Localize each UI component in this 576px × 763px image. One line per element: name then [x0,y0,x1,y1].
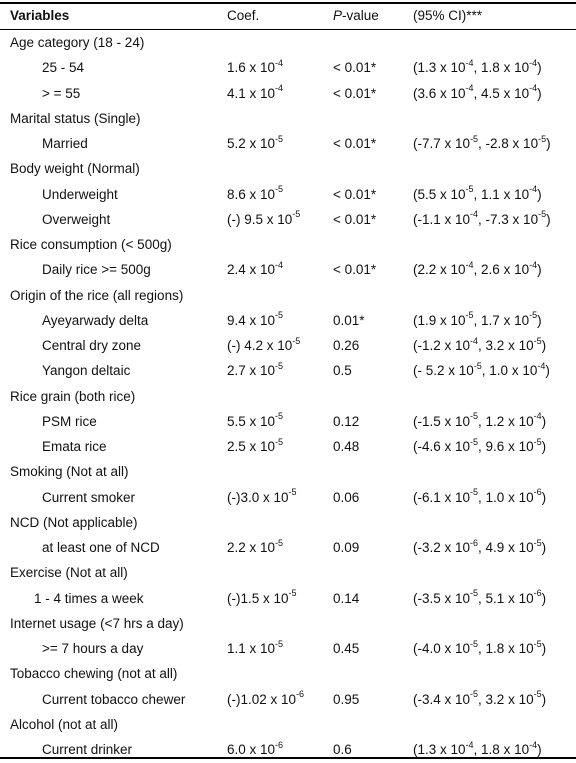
variable-label: Married [42,136,88,151]
p-value-cell: 0.95 [333,691,360,707]
p-value-cell: < 0.01* [333,136,377,151]
header-variables: Variables [10,8,70,23]
group-label: Origin of the rice (all regions) [10,287,184,303]
variable-label: Underweight [42,186,118,202]
p-value-cell: < 0.01* [333,262,377,278]
coef-cell: (-) 9.5 x $10^{-5}$ [227,209,301,227]
group-label: Rice grain (both rice) [10,388,136,404]
p-value-cell: 0.5 [333,363,352,379]
group-label: Internet usage (<7 hrs a day) [10,615,184,631]
header-coef: Coef. [227,8,260,23]
table-group-row [0,30,576,56]
variable-label: Central dry zone [42,338,142,353]
group-label: Body weight (Normal) [10,161,140,177]
variable-label: 1 - 4 times a week [34,590,144,606]
p-value-cell: 0.48 [333,439,360,454]
coef-cell: 9.4 x $10^{-5}$ [227,310,284,328]
p-value-cell: 0.01* [333,312,365,328]
table-group-row [0,560,576,586]
p-value-cell: < 0.01* [333,60,377,76]
table-group-row [0,156,576,182]
table-row [0,485,576,511]
group-label: NCD (Not applicable) [10,514,138,530]
variable-label: >= 7 hours a day [42,641,144,656]
ci-cell: (-4.6 x $10^{-5}$, 9.6 x $10^{-5}$) [413,436,547,454]
ci-cell: (1.3 x $10^{-4}$, 1.8 x $10^{-4}$) [413,739,542,757]
variable-label: Overweight [42,211,111,227]
coef-cell: (-)1.02 x $10^{-6}$ [227,689,305,707]
ci-cell: (-4.0 x $10^{-5}$, 1.8 x $10^{-5}$) [413,638,547,656]
table-group-row [0,611,576,637]
ci-cell: (5.5 x $10^{-5}$, 1.1 x $10^{-4}$) [413,184,542,202]
coef-cell: 1.6 x $10^{-4}$ [227,57,284,76]
variable-label: Current drinker [42,742,133,757]
table-row [0,333,576,359]
table-row [0,586,576,612]
variable-label: > = 55 [42,85,81,101]
p-value-cell: 0.6 [333,742,352,757]
table-group-row [0,459,576,485]
variable-label: 25 - 54 [42,60,85,76]
table-group-row [0,106,576,132]
table-row [0,358,576,384]
variable-label: PSM rice [42,413,97,429]
table-group-row [0,283,576,309]
coef-cell: (-) 4.2 x $10^{-5}$ [227,335,301,353]
ci-cell: (-3.5 x $10^{-5}$, 5.1 x $10^{-6}$) [413,588,547,606]
coef-cell: (-)3.0 x $10^{-5}$ [227,487,297,505]
ci-cell: (2.2 x $10^{-4}$, 2.6 x $10^{-4}$) [413,259,542,278]
p-value-cell: 0.45 [333,641,360,656]
variable-label: Daily rice >= 500g [42,262,151,278]
group-label: Exercise (Not at all) [10,565,128,581]
table-row [0,55,576,81]
variable-label: Current tobacco chewer [42,691,186,707]
variable-label: Yangon deltaic [42,363,131,379]
group-label: Tobacco chewing (not at all) [10,666,178,682]
ci-cell: (-3.4 x $10^{-5}$, 3.2 x $10^{-5}$) [413,689,547,707]
table-row [0,737,576,763]
p-value-cell: 0.14 [333,590,360,606]
table-row [0,535,576,561]
table-row [0,207,576,233]
table-group-row [0,510,576,536]
group-label: Smoking (Not at all) [10,464,129,480]
variable-label: Emata rice [42,439,107,454]
ci-cell: (- 5.2 x $10^{-5}$, 1.0 x $10^{-4}$) [413,360,550,379]
coef-cell: 1.1 x $10^{-5}$ [227,638,284,656]
variable-label: Current smoker [42,489,136,505]
table-row [0,257,576,283]
coef-cell: (-)1.5 x $10^{-5}$ [227,588,297,606]
header-p-value: P-value [333,8,379,23]
coef-cell: 6.0 x $10^{-6}$ [227,739,284,757]
table-row [0,409,576,435]
table-row [0,434,576,460]
coef-cell: 2.2 x $10^{-5}$ [227,537,284,555]
table-group-row [0,232,576,258]
bottom-rule [0,757,576,759]
table-row [0,308,576,334]
variable-label: Ayeyarwady delta [42,312,149,328]
ci-cell: (1.9 x $10^{-5}$, 1.7 x $10^{-5}$) [413,310,542,328]
ci-cell: (1.3 x $10^{-4}$, 1.8 x $10^{-4}$) [413,57,542,76]
ci-cell: (-7.7 x $10^{-5}$, -2.8 x $10^{-5}$) [413,133,551,151]
p-value-cell: 0.06 [333,489,360,505]
coef-cell: 5.2 x $10^{-5}$ [227,133,284,151]
ci-cell: (-3.2 x $10^{-6}$, 4.9 x $10^{-5}$) [413,537,547,555]
p-value-cell: 0.26 [333,338,360,353]
variable-label: at least one of NCD [42,540,160,555]
table-group-row [0,712,576,738]
header-row [0,3,576,29]
ci-cell: (-6.1 x $10^{-5}$, 1.0 x $10^{-6}$) [413,487,547,505]
coef-cell: 2.5 x $10^{-5}$ [227,436,284,454]
header-ci: (95% CI)*** [413,8,483,23]
coef-cell: 2.7 x $10^{-5}$ [227,360,284,379]
group-label: Marital status (Single) [10,110,141,126]
coef-cell: 4.1 x $10^{-4}$ [227,83,284,101]
table-group-row [0,384,576,410]
table-row [0,636,576,662]
group-label: Alcohol (not at all) [10,716,119,732]
ci-cell: (-1.5 x $10^{-5}$, 1.2 x $10^{-4}$) [413,411,547,429]
coef-cell: 5.5 x $10^{-5}$ [227,411,284,429]
table-row [0,687,576,713]
p-value-cell: < 0.01* [333,211,377,227]
table-row [0,182,576,208]
table-group-row [0,661,576,687]
ci-cell: (-1.2 x $10^{-4}$, 3.2 x $10^{-5}$) [413,335,547,353]
p-value-cell: 0.12 [333,413,360,429]
p-value-cell: 0.09 [333,540,360,555]
ci-cell: (-1.1 x $10^{-4}$, -7.3 x $10^{-5}$) [413,209,551,227]
group-label: Age category (18 - 24) [10,35,145,50]
group-label: Rice consumption (< 500g) [10,237,172,252]
table-row [0,131,576,157]
table-row [0,81,576,107]
p-value-cell: < 0.01* [333,85,377,101]
ci-cell: (3.6 x $10^{-4}$, 4.5 x $10^{-4}$) [413,83,542,101]
coef-cell: 8.6 x $10^{-5}$ [227,184,284,202]
coef-cell: 2.4 x $10^{-4}$ [227,259,284,278]
p-value-cell: < 0.01* [333,186,377,202]
